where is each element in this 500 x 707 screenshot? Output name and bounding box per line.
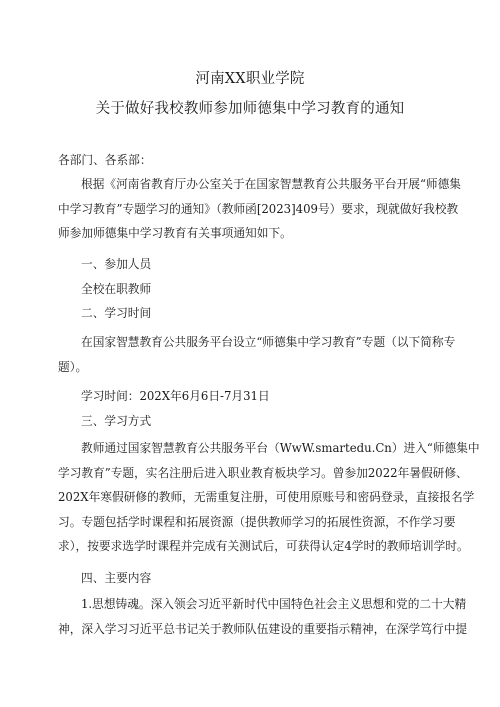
- section-text: 在国家智慧教育公共服务平台设立“师德集中学习教育”专题（以下简称专: [81, 335, 456, 349]
- intro-paragraph: [58, 172, 460, 246]
- section-heading: 二、学习时间: [81, 306, 152, 320]
- section-4: [58, 566, 460, 591]
- intro-line: 根据《河南省教育厅办公室关于在国家智慧教育公共服务平台开展“师德集: [81, 177, 461, 191]
- section-text: 学习教育”专题，实名注册后进入职业教育板块学习。曾参加2022年暑假研修、: [58, 465, 468, 480]
- salutation-text: 各部门、各系部：: [58, 153, 152, 167]
- section-4-content: [58, 592, 468, 641]
- section-text: 题）。: [58, 359, 88, 374]
- salutation: [58, 148, 460, 173]
- section-text: 202X年寒假研修的教师，无需重复注册，可使用原账号和密码登录，直接报名学: [58, 490, 475, 504]
- section-text: 全校在职教师: [81, 281, 152, 296]
- section-text: 教师通过国家智慧教育公共服务平台（WwW.smartedu.Cn）进入“师德集中: [81, 441, 480, 455]
- section-text: 1.思想铸魂。深入领会习近平新时代中国特色社会主义思想和党的二十大精: [81, 597, 467, 611]
- study-time: 学习时间：202X年6月6日-7月31日: [81, 389, 270, 403]
- section-heading: 四、主要内容: [81, 571, 152, 585]
- section-text: 神，深入学习习近平总书记关于教师队伍建设的重要指示精神，在深学笃行中提: [58, 621, 468, 636]
- school-name: 河南XX职业学院: [195, 71, 305, 87]
- section-3-content: [58, 436, 480, 559]
- intro-line: 中学习教育”专题学习的通知》（教师函[2023]409号）要求，现就做好我校教: [58, 201, 459, 216]
- study-time-block: [58, 384, 460, 433]
- section-text: 求），按要求选学时课程并完成有关测试后，可获得认定4学时的教师培训学时。: [58, 539, 469, 553]
- section-2-content: [58, 330, 460, 379]
- intro-line: 师参加师德集中学习教育有关事项通知如下。: [58, 226, 292, 240]
- notice-title: 关于做好我校教师参加师德集中学习教育的通知: [95, 101, 405, 117]
- section-heading: 一、参加人员: [81, 257, 152, 271]
- section-text: 习。专题包括学时课程和拓展资源（提供教师学习的拓展性资源，不作学习要: [58, 514, 456, 529]
- section-1: [58, 252, 460, 326]
- section-heading: 三、学习方式: [81, 413, 152, 428]
